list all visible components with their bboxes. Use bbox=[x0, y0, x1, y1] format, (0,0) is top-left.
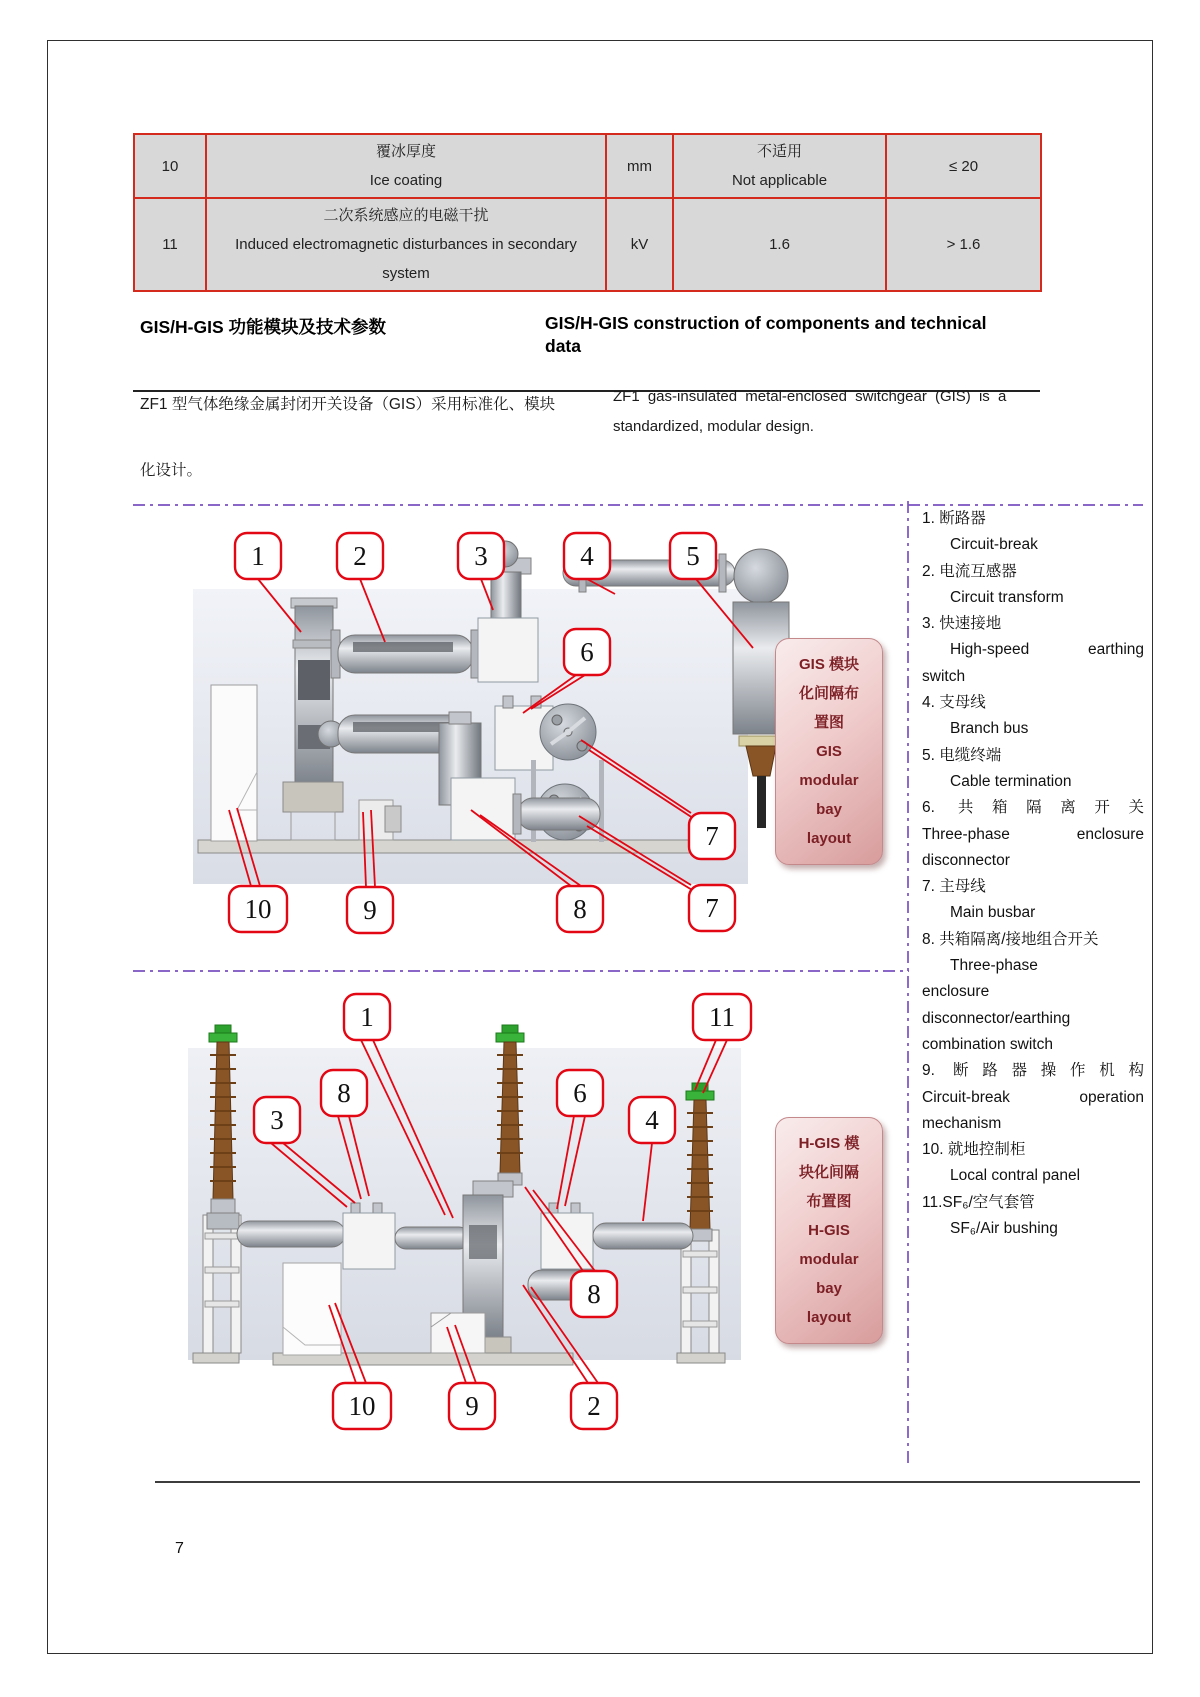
value-zh: 1.6 bbox=[769, 236, 790, 253]
label-line: layout bbox=[806, 830, 852, 847]
spec-table-wrap bbox=[133, 133, 1040, 292]
intro-zh-line1: ZF1 型气体绝缘金属封闭开关设备（GIS）采用标准化、模块 bbox=[140, 396, 556, 413]
gis-layout-label bbox=[775, 638, 883, 865]
svg-text:3: 3 bbox=[270, 1105, 284, 1135]
spec-table bbox=[133, 133, 1042, 292]
label-line: modular bbox=[799, 772, 859, 789]
limit-cell: > 1.6 bbox=[886, 198, 1041, 291]
svg-text:4: 4 bbox=[580, 541, 594, 571]
svg-text:10: 10 bbox=[244, 894, 272, 924]
callout-6 bbox=[564, 629, 610, 675]
legend-line: 1. 断路器 bbox=[922, 510, 986, 527]
label-line: GIS bbox=[816, 743, 842, 760]
intro-en-line1: ZF1 gas-insulated metal-enclosed switchgear (GIS) is a bbox=[613, 388, 1007, 405]
callout-11 bbox=[693, 994, 751, 1040]
base-rail bbox=[198, 840, 723, 853]
description-cell bbox=[206, 198, 606, 291]
callout-1 bbox=[344, 994, 390, 1040]
label-line: bay bbox=[816, 1280, 842, 1297]
label-line: H-GIS 模 bbox=[798, 1135, 860, 1152]
legend-line: disconnector bbox=[922, 851, 1010, 869]
svg-text:10: 10 bbox=[348, 1391, 376, 1421]
legend-line: Circuit transform bbox=[950, 588, 1064, 606]
divider-vertical bbox=[904, 501, 912, 1463]
label-line: H-GIS bbox=[808, 1222, 850, 1239]
legend-line: Cable termination bbox=[950, 772, 1072, 790]
limit-cell: ≤ 20 bbox=[886, 134, 1041, 198]
value-zh: 不适用 bbox=[756, 143, 802, 160]
legend-line: disconnector/earthing bbox=[922, 1009, 1071, 1027]
row-number-cell: 10 bbox=[134, 134, 206, 198]
legend-line: enclosure bbox=[922, 983, 990, 1001]
value-cell bbox=[673, 134, 886, 198]
legend-line: Three-phase enclosure bbox=[922, 825, 1144, 843]
svg-text:8: 8 bbox=[337, 1078, 351, 1108]
svg-text:2: 2 bbox=[587, 1391, 601, 1421]
bus-tube-center bbox=[395, 1227, 470, 1249]
description-cell bbox=[206, 134, 606, 198]
label-line: layout bbox=[806, 1309, 852, 1326]
callout-7 bbox=[689, 813, 735, 859]
hgis-layout-label bbox=[775, 1117, 883, 1344]
current-transformer-upper bbox=[331, 630, 480, 678]
svg-text:3: 3 bbox=[474, 541, 488, 571]
legend-line: High-speed earthing bbox=[950, 641, 1144, 659]
svg-text:7: 7 bbox=[705, 821, 719, 851]
callout-1 bbox=[235, 533, 281, 579]
label-line: bay bbox=[816, 801, 842, 818]
legend-line: SF₆/Air bushing bbox=[950, 1220, 1058, 1238]
svg-text:6: 6 bbox=[580, 637, 594, 667]
intro-zh-line2: 化设计。 bbox=[140, 462, 203, 479]
intro-en-line2: standardized, modular design. bbox=[613, 418, 814, 435]
hgis-diagram-artwork bbox=[188, 1025, 741, 1365]
legend-line: 9. 断路器操作机构 bbox=[922, 1062, 1144, 1080]
svg-text:7: 7 bbox=[705, 893, 719, 923]
legend-line: Circuit-break bbox=[950, 536, 1038, 554]
section-heading-zh: GIS/H-GIS 功能模块及技术参数 bbox=[140, 317, 386, 337]
svg-text:9: 9 bbox=[363, 895, 377, 925]
svg-text:2: 2 bbox=[353, 541, 367, 571]
local-control-cabinet bbox=[283, 1263, 341, 1355]
divider-middle bbox=[133, 967, 909, 975]
table-row bbox=[134, 198, 1041, 291]
legend-line: 4. 支母线 bbox=[922, 694, 986, 712]
disconnector-box-left bbox=[343, 1203, 395, 1269]
page-number: 7 bbox=[175, 1540, 184, 1557]
callout-5 bbox=[670, 533, 716, 579]
svg-text:8: 8 bbox=[587, 1279, 601, 1309]
busbar-flange-disk-upper bbox=[540, 704, 596, 760]
legend-line: 6. 共箱隔离开关 bbox=[922, 799, 1144, 817]
legend-line: combination switch bbox=[922, 1035, 1053, 1053]
legend-line: Three-phase bbox=[950, 957, 1038, 975]
table-row bbox=[134, 134, 1041, 198]
callout-3 bbox=[458, 533, 504, 579]
callout-6 bbox=[557, 1070, 603, 1116]
svg-text:11: 11 bbox=[709, 1002, 735, 1032]
legend-line: mechanism bbox=[922, 1114, 1002, 1132]
unit-cell: kV bbox=[606, 198, 673, 291]
legend-line: 3. 快速接地 bbox=[922, 615, 1002, 633]
svg-text:8: 8 bbox=[573, 894, 587, 924]
callout-10 bbox=[333, 1383, 391, 1429]
value-cell bbox=[673, 198, 886, 291]
label-line: 化间隔布 bbox=[798, 685, 859, 702]
svg-text:9: 9 bbox=[465, 1391, 479, 1421]
legend-line: switch bbox=[922, 667, 966, 685]
callout-4 bbox=[564, 533, 610, 579]
hgis-modular-bay-diagram bbox=[133, 975, 848, 1480]
description-en: Ice coating bbox=[369, 172, 443, 189]
callout-8 bbox=[557, 886, 603, 932]
local-control-cabinet bbox=[211, 685, 257, 841]
section-heading-en: GIS/H-GIS construction of components and technical data bbox=[545, 313, 987, 356]
label-line: 块化间隔 bbox=[798, 1164, 859, 1181]
legend-line: 8. 共箱隔离/接地组合开关 bbox=[922, 930, 1099, 948]
bottom-rule bbox=[155, 1481, 1140, 1483]
svg-text:6: 6 bbox=[573, 1078, 587, 1108]
callout-7 bbox=[689, 885, 735, 931]
legend-line: Circuit-break operation bbox=[922, 1088, 1144, 1106]
legend-line: Main busbar bbox=[950, 904, 1036, 922]
callout-9 bbox=[347, 887, 393, 933]
svg-text:5: 5 bbox=[686, 541, 700, 571]
legend-line: 11.SF₆/空气套管 bbox=[922, 1193, 1035, 1211]
legend-line: 10. 就地控制柜 bbox=[922, 1141, 1026, 1159]
callout-2 bbox=[571, 1383, 617, 1429]
callout-4 bbox=[629, 1097, 675, 1143]
svg-text:1: 1 bbox=[360, 1002, 374, 1032]
legend-line: 7. 主母线 bbox=[922, 878, 986, 896]
branch-bus-tube-right bbox=[593, 1223, 693, 1249]
bus-tube-left bbox=[237, 1221, 345, 1247]
description-zh: 覆冰厚度 bbox=[375, 143, 436, 160]
unit-cell: mm bbox=[606, 134, 673, 198]
callout-2 bbox=[337, 533, 383, 579]
callout-3 bbox=[254, 1097, 300, 1143]
component-legend bbox=[922, 506, 1144, 1242]
label-line: 置图 bbox=[813, 714, 844, 731]
legend-line: Local contral panel bbox=[950, 1167, 1081, 1185]
svg-text:4: 4 bbox=[645, 1105, 659, 1135]
legend-line: 5. 电缆终端 bbox=[922, 746, 1002, 764]
label-line: 布置图 bbox=[806, 1193, 852, 1210]
callout-8 bbox=[321, 1070, 367, 1116]
legend-line: Branch bus bbox=[950, 720, 1029, 738]
callout-10 bbox=[229, 886, 287, 932]
legend-line: 2. 电流互感器 bbox=[922, 562, 1017, 580]
label-line: GIS 模块 bbox=[798, 656, 859, 673]
callout-9 bbox=[449, 1383, 495, 1429]
label-line: modular bbox=[799, 1251, 859, 1268]
svg-text:1: 1 bbox=[251, 541, 265, 571]
row-number-cell: 11 bbox=[134, 198, 206, 291]
gis-modular-bay-diagram bbox=[133, 510, 848, 968]
callout-8 bbox=[571, 1271, 617, 1317]
description-en: Induced electromagnetic disturbances in secondary system bbox=[235, 236, 577, 282]
value-en: Not applicable bbox=[731, 172, 828, 189]
description-zh: 二次系统感应的电磁干扰 bbox=[323, 207, 489, 224]
